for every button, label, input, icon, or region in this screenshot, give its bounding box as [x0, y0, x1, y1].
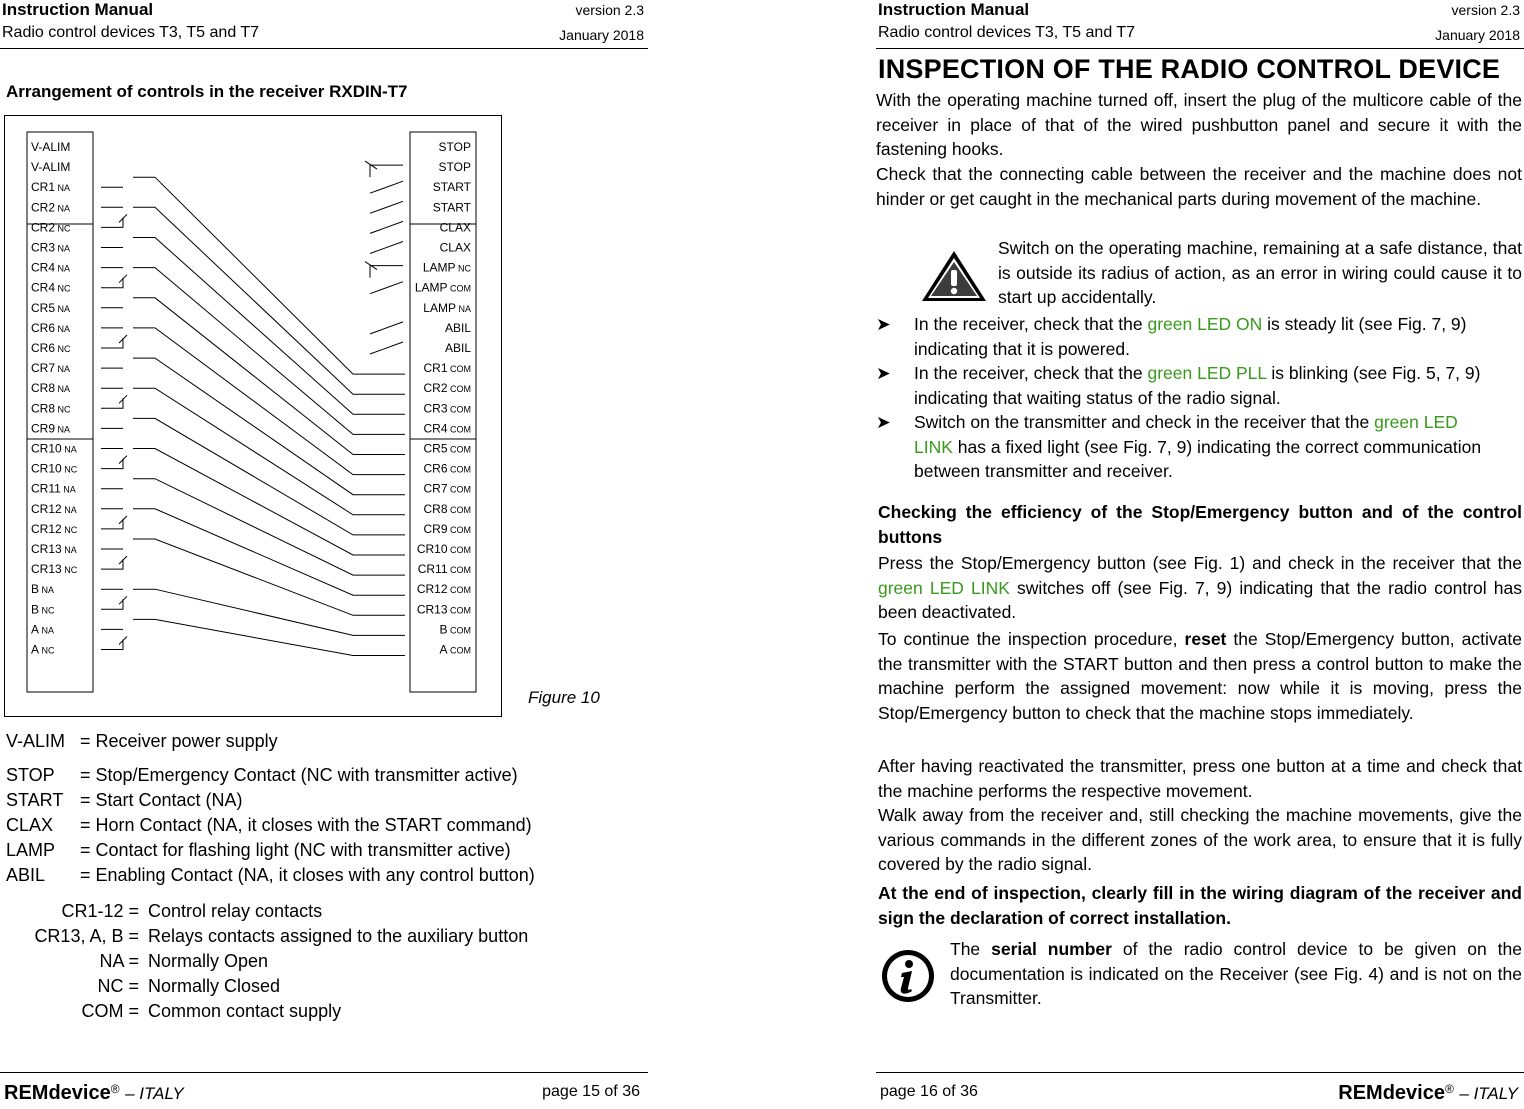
relay-legend-key: NA = [99, 951, 139, 971]
common-wire [133, 298, 405, 455]
right-terminal-label: LAMP NC [422, 260, 471, 275]
right-terminal-label: CR13 COM [416, 602, 471, 617]
left-terminal-label: CR5 NA [31, 300, 71, 315]
paragraph-text: Press the Stop/Emergency button (see Fig. 1) and check in the receiver that the [878, 553, 1522, 573]
relay-legend-row [0, 951, 620, 975]
bullet-text: In the receiver, check that the [914, 363, 1148, 383]
relay-legend-value: Control relay contacts [148, 901, 323, 921]
legend-key: CLAX [6, 815, 54, 835]
figure-title: Arrangement of controls in the receiver RXDIN-T7 [6, 82, 408, 101]
legend-value: = Enabling Contact (NA, it closes with any control button) [80, 865, 535, 885]
left-terminal-label: CR2 NA [31, 200, 71, 215]
manual-subtitle: Radio control devices T3, T5 and T7 [878, 24, 1136, 41]
brand-rem: REM [4, 1082, 49, 1104]
left-terminal-label: CR13 NC [31, 562, 78, 577]
right-terminal-label: CR10 COM [416, 542, 471, 556]
legend-row [6, 815, 626, 839]
right-na-contact [370, 242, 403, 254]
common-wire [133, 449, 405, 556]
common-wire [133, 509, 405, 595]
warning-triangle-icon [920, 248, 988, 304]
right-terminal-label: LAMP NA [423, 300, 471, 315]
relay-legend-value: Normally Open [148, 951, 269, 971]
date: January 2018 [559, 27, 644, 43]
left-terminal-label: CR1 NA [31, 180, 71, 195]
paragraph-text: the Stop/Emergency button, activate the transmitter with the START button and then press a control button to make the machine perform the assigned movement: now while it is moving, press the Stop/Emergency button to check that the machine stops immediately. [878, 629, 1522, 723]
left-terminal-label: CR12 NC [31, 521, 78, 536]
section-heading: Checking the efficiency of the Stop/Emergency button and of the control buttons [878, 502, 1522, 547]
left-terminal-label: CR12 NA [31, 501, 77, 516]
right-terminal-label: B COM [439, 622, 471, 637]
brand-logo [4, 1082, 184, 1105]
legend-row [6, 790, 626, 814]
brand-country: – ITALY [1459, 1084, 1518, 1103]
right-na-contact [370, 181, 403, 193]
left-terminal-label: CR4 NA [31, 260, 71, 275]
right-terminal-label: STOP [438, 160, 471, 175]
legend-key: LAMP [6, 840, 56, 860]
relay-legend-key: NC = [97, 976, 139, 996]
paragraph-reset [878, 627, 1522, 725]
right-terminal-label: ABIL [444, 341, 471, 355]
right-terminal-label: CR9 COM [423, 521, 471, 536]
legend-row [6, 731, 626, 755]
left-terminal-label: CR2 NC [31, 220, 71, 235]
relay-legend-value: Normally Closed [148, 976, 281, 996]
brand-reg: ® [1444, 1082, 1454, 1096]
page-number: page 15 of 36 [542, 1083, 640, 1100]
right-terminal-label: CR5 COM [423, 441, 471, 456]
right-na-contact [370, 342, 403, 354]
bullet-text: In the receiver, check that the [914, 314, 1148, 334]
relay-legend-row [0, 901, 620, 925]
common-wire [133, 177, 405, 374]
left-terminal-label: V-ALIM [31, 140, 71, 154]
green-led-label: green LED LINK [878, 577, 1010, 598]
paragraph-text: To continue the inspection procedure, [878, 629, 1185, 649]
right-terminal-label: A COM [439, 642, 471, 657]
paragraph-text: The [950, 939, 992, 959]
relay-legend-key: CR13, A, B = [34, 926, 139, 946]
left-terminal-label: V-ALIM [31, 160, 71, 175]
left-terminal-label: CR9 NA [31, 421, 71, 436]
left-terminal-label: A NA [31, 622, 55, 637]
page-footer [876, 1072, 1524, 1109]
right-terminal-label: CR4 COM [423, 421, 471, 436]
page-16 [876, 0, 1524, 1109]
relay-legend-row [0, 926, 620, 950]
manual-title: Instruction Manual [2, 0, 154, 19]
common-wire [133, 619, 405, 655]
left-terminal-label: CR13 NA [31, 542, 77, 556]
serial-number-term: serial number [991, 939, 1112, 959]
manual-subtitle: Radio control devices T3, T5 and T7 [2, 24, 260, 41]
bullet-text: is blinking (see Fig. 5, 7, 9) indicating that waiting status of the radio signal. [914, 363, 1481, 408]
common-wire [133, 328, 405, 475]
page-15 [0, 0, 648, 1109]
left-terminal-label: CR7 NA [31, 361, 71, 376]
common-wire [133, 589, 405, 635]
page-number: page 16 of 36 [880, 1083, 978, 1100]
green-led-label: green LED LINK [914, 412, 1458, 457]
right-terminal-label: CR12 COM [416, 582, 471, 597]
left-terminal-label: CR3 NA [31, 240, 71, 255]
legend-key: START [6, 790, 64, 810]
info-text [950, 937, 1522, 1011]
paragraph-text: switches off (see Fig. 7, 9) indicating that the radio control has been deactivated. [878, 577, 1522, 622]
manual-title: Instruction Manual [878, 0, 1030, 19]
legend-row [6, 865, 626, 889]
green-led-label: green LED ON [1147, 314, 1263, 334]
legend-value: = Horn Contact (NA, it closes with the START command) [80, 815, 532, 835]
common-wire [133, 268, 405, 435]
right-terminal-label: CR2 COM [423, 381, 471, 396]
right-na-contact [370, 282, 403, 294]
relay-legend-value: Relays contacts assigned to the auxiliary button [148, 926, 529, 946]
right-terminal-label: CLAX [439, 240, 471, 255]
brand-logo [1338, 1082, 1518, 1105]
arrow-bullet-icon: ➤ [876, 363, 891, 383]
right-terminal-label: CR7 COM [423, 481, 471, 496]
common-wire [133, 388, 405, 515]
left-terminal-label: CR8 NA [31, 381, 71, 396]
right-nc-contact [370, 266, 403, 278]
intro-paragraph-2: Check that the connecting cable between the receiver and the machine does not hinder or get caught in the mechanical parts during movement of the machine. [876, 164, 1522, 209]
receiver-wiring-figure [4, 115, 502, 717]
right-terminal-label: ABIL [444, 320, 471, 335]
relay-legend-key: CR1-12 = [61, 901, 139, 921]
intro-paragraph-1: With the operating machine turned off, insert the plug of the multicore cable of the receiver in place of that of the wired pushbutton panel and secure it with the fastening hooks. [876, 90, 1522, 159]
reset-word: reset [1184, 629, 1227, 649]
paragraph-reactivate: After having reactivated the transmitter, press one button at a time and check that the machine performs the respective movement. [878, 756, 1522, 801]
left-terminal-label: B NA [31, 582, 55, 597]
right-na-contact [370, 221, 403, 233]
right-terminal-label: START [432, 180, 471, 195]
left-terminal-label: CR4 NC [31, 280, 71, 295]
right-na-contact [370, 201, 403, 213]
legend-value: = Receiver power supply [80, 731, 278, 751]
common-wire [133, 539, 405, 615]
section-title: INSPECTION OF THE RADIO CONTROL DEVICE [878, 54, 1501, 84]
bullet-text: Switch on the transmitter and check in the receiver that the [914, 412, 1375, 432]
right-terminal-label: STOP [438, 140, 471, 154]
left-terminal-label: CR6 NC [31, 341, 71, 355]
right-terminal-label: LAMP COM [414, 280, 471, 295]
date: January 2018 [1435, 27, 1520, 43]
left-terminal-label: CR11 NA [31, 481, 76, 496]
paragraph-stop-check [878, 551, 1522, 625]
left-terminal-label: CR10 NC [31, 461, 78, 476]
relay-legend-row [0, 1001, 620, 1025]
relay-legend-value: Common contact supply [148, 1001, 342, 1021]
relay-legend-key: COM = [81, 1001, 139, 1021]
brand-reg: ® [110, 1082, 120, 1096]
legend-row [6, 765, 626, 789]
paragraph-walk-away: Walk away from the receiver and, still checking the machine movements, give the various commands in the different zones of the work area, to ensure that it is fully covered by the radio signal. [878, 805, 1522, 874]
brand-device: device [1382, 1082, 1445, 1104]
legend-row [6, 840, 626, 864]
right-terminal-label: CR8 COM [423, 501, 471, 516]
legend-key: ABIL [6, 865, 46, 885]
green-led-label: green LED PLL [1147, 363, 1267, 383]
warning-text: Switch on the operating machine, remaining at a safe distance, that is outside its radius of action, as an error in wiring could cause it to start up accidentally. [998, 238, 1522, 307]
right-na-contact [370, 322, 403, 334]
legend-value: = Contact for flashing light (NC with transmitter active) [80, 840, 511, 860]
legend-key: STOP [6, 765, 55, 785]
left-terminal-label: CR6 NA [31, 320, 71, 335]
page-footer [0, 1072, 648, 1109]
version: version 2.3 [1451, 2, 1520, 18]
left-terminal-label: CR10 NA [31, 441, 77, 456]
right-terminal-label: CR11 COM [417, 562, 471, 577]
right-nc-contact [370, 165, 403, 177]
right-terminal-label: CLAX [439, 220, 471, 235]
brand-device: device [48, 1082, 111, 1104]
left-terminal-label: CR8 NC [31, 401, 71, 416]
arrow-bullet-icon: ➤ [876, 314, 891, 334]
relay-legend-row [0, 976, 620, 1000]
brand-country: – ITALY [125, 1084, 184, 1103]
arrow-bullet-icon: ➤ [876, 412, 891, 432]
right-terminal-label: CR6 COM [423, 461, 471, 476]
paragraph-text: of the radio control device to be given on the documentation is indicated on the Receiver (see Fig. 4) and is not on the Transmitter. [950, 939, 1522, 1008]
right-terminal-label: CR3 COM [423, 401, 471, 416]
legend-value: = Stop/Emergency Contact (NC with transmitter active) [80, 765, 518, 785]
info-icon [880, 948, 936, 1004]
bullet-text: is steady lit (see Fig. 7, 9) indicating that it is powered. [914, 314, 1467, 359]
figure-caption: Figure 10 [528, 688, 600, 707]
final-instruction: At the end of inspection, clearly fill in the wiring diagram of the receiver and sign the declaration of correct installation. [878, 883, 1522, 928]
brand-rem: REM [1338, 1082, 1383, 1104]
common-wire [133, 479, 405, 575]
wiring-diagram [5, 116, 501, 716]
version: version 2.3 [575, 2, 644, 18]
page-header [876, 0, 1524, 49]
legend-key: V-ALIM [6, 731, 66, 751]
bullet-text: has a fixed light (see Fig. 7, 9) indicating the correct communication between transmitter and receiver. [914, 436, 1482, 481]
page-header [0, 0, 648, 49]
common-wire [133, 207, 405, 394]
left-terminal-label: B NC [31, 602, 55, 617]
left-terminal-label: A NC [31, 642, 55, 657]
right-terminal-label: CR1 COM [423, 361, 471, 376]
right-terminal-label: START [432, 200, 471, 215]
legend-value: = Start Contact (NA) [80, 790, 243, 810]
